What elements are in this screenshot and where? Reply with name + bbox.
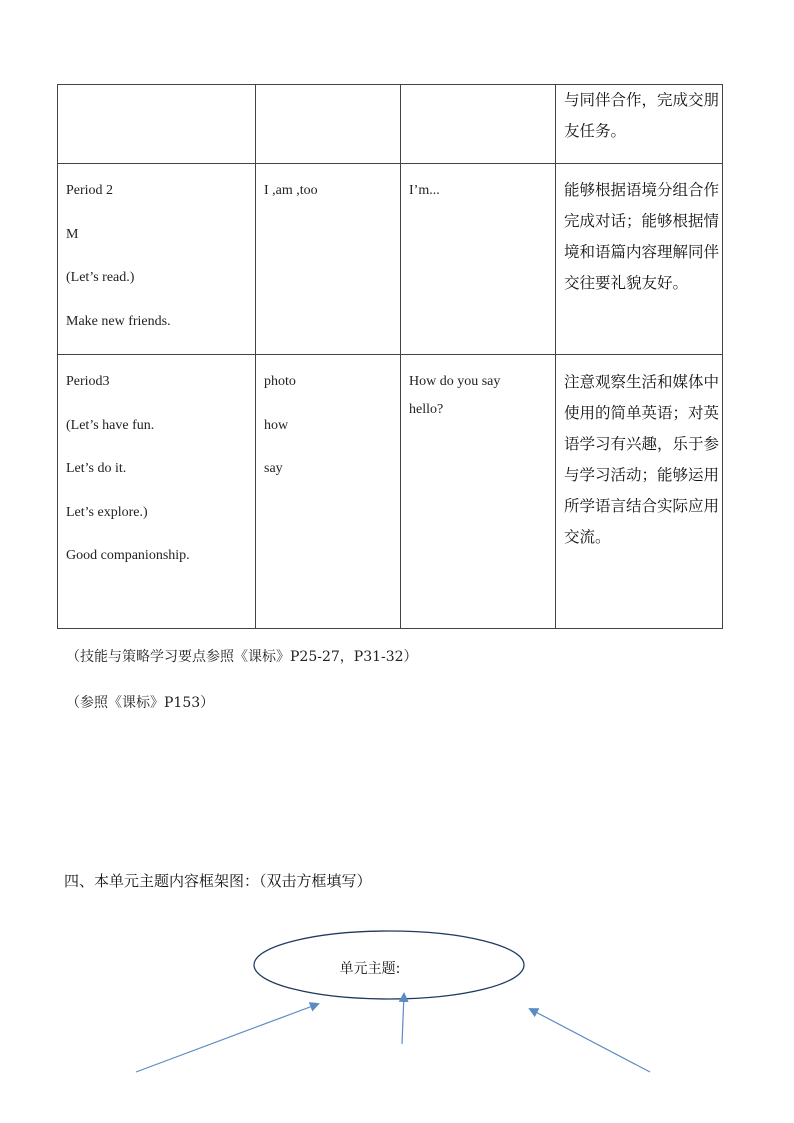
vocab-line: I ,am ,too: [264, 183, 318, 198]
sentence-line: How do you say: [409, 374, 501, 389]
goal-text: 注意观察生活和媒体中使用的简单英语；对英语学习有兴趣，乐于参与学习活动；能够运用所学语言结合实际应用交流。: [564, 373, 720, 546]
right-arrow: [530, 1009, 650, 1072]
sentence-line: hello?: [409, 402, 444, 417]
unit-theme-label: 单元主题:: [339, 961, 401, 977]
goal-text: 与同伴合作，完成交朋友任务。: [564, 91, 720, 140]
period-line: Let’s do it.: [66, 461, 127, 476]
sentence-line: I’m...: [409, 183, 440, 198]
goal-text: 能够根据语境分组合作完成对话；能够根据情境和语篇内容理解同伴交往要礼貌友好。: [564, 181, 720, 292]
period-line: M: [66, 226, 79, 242]
vocab-line: photo: [264, 374, 296, 389]
period-line: Make new friends.: [66, 313, 171, 329]
skills-reference-note: （技能与策略学习要点参照《课标》P25-27，P31-32）: [66, 649, 418, 665]
left-arrow: [136, 1004, 318, 1072]
period-line: Period 2: [66, 183, 114, 198]
period-line: Period3: [66, 374, 110, 389]
period-line: Let’s explore.): [66, 504, 148, 520]
vocab-line: how: [264, 417, 289, 433]
period-line: (Let’s read.): [66, 270, 135, 285]
vocab-line: say: [264, 461, 283, 476]
standard-reference-note: （参照《课标》P153）: [66, 695, 215, 711]
period-line: (Let’s have fun.: [66, 417, 155, 433]
period-line: Good companionship.: [66, 548, 190, 563]
center-arrow: [402, 994, 404, 1044]
section-four-heading: 四、本单元主题内容框架图：（双击方框填写）: [64, 872, 372, 890]
